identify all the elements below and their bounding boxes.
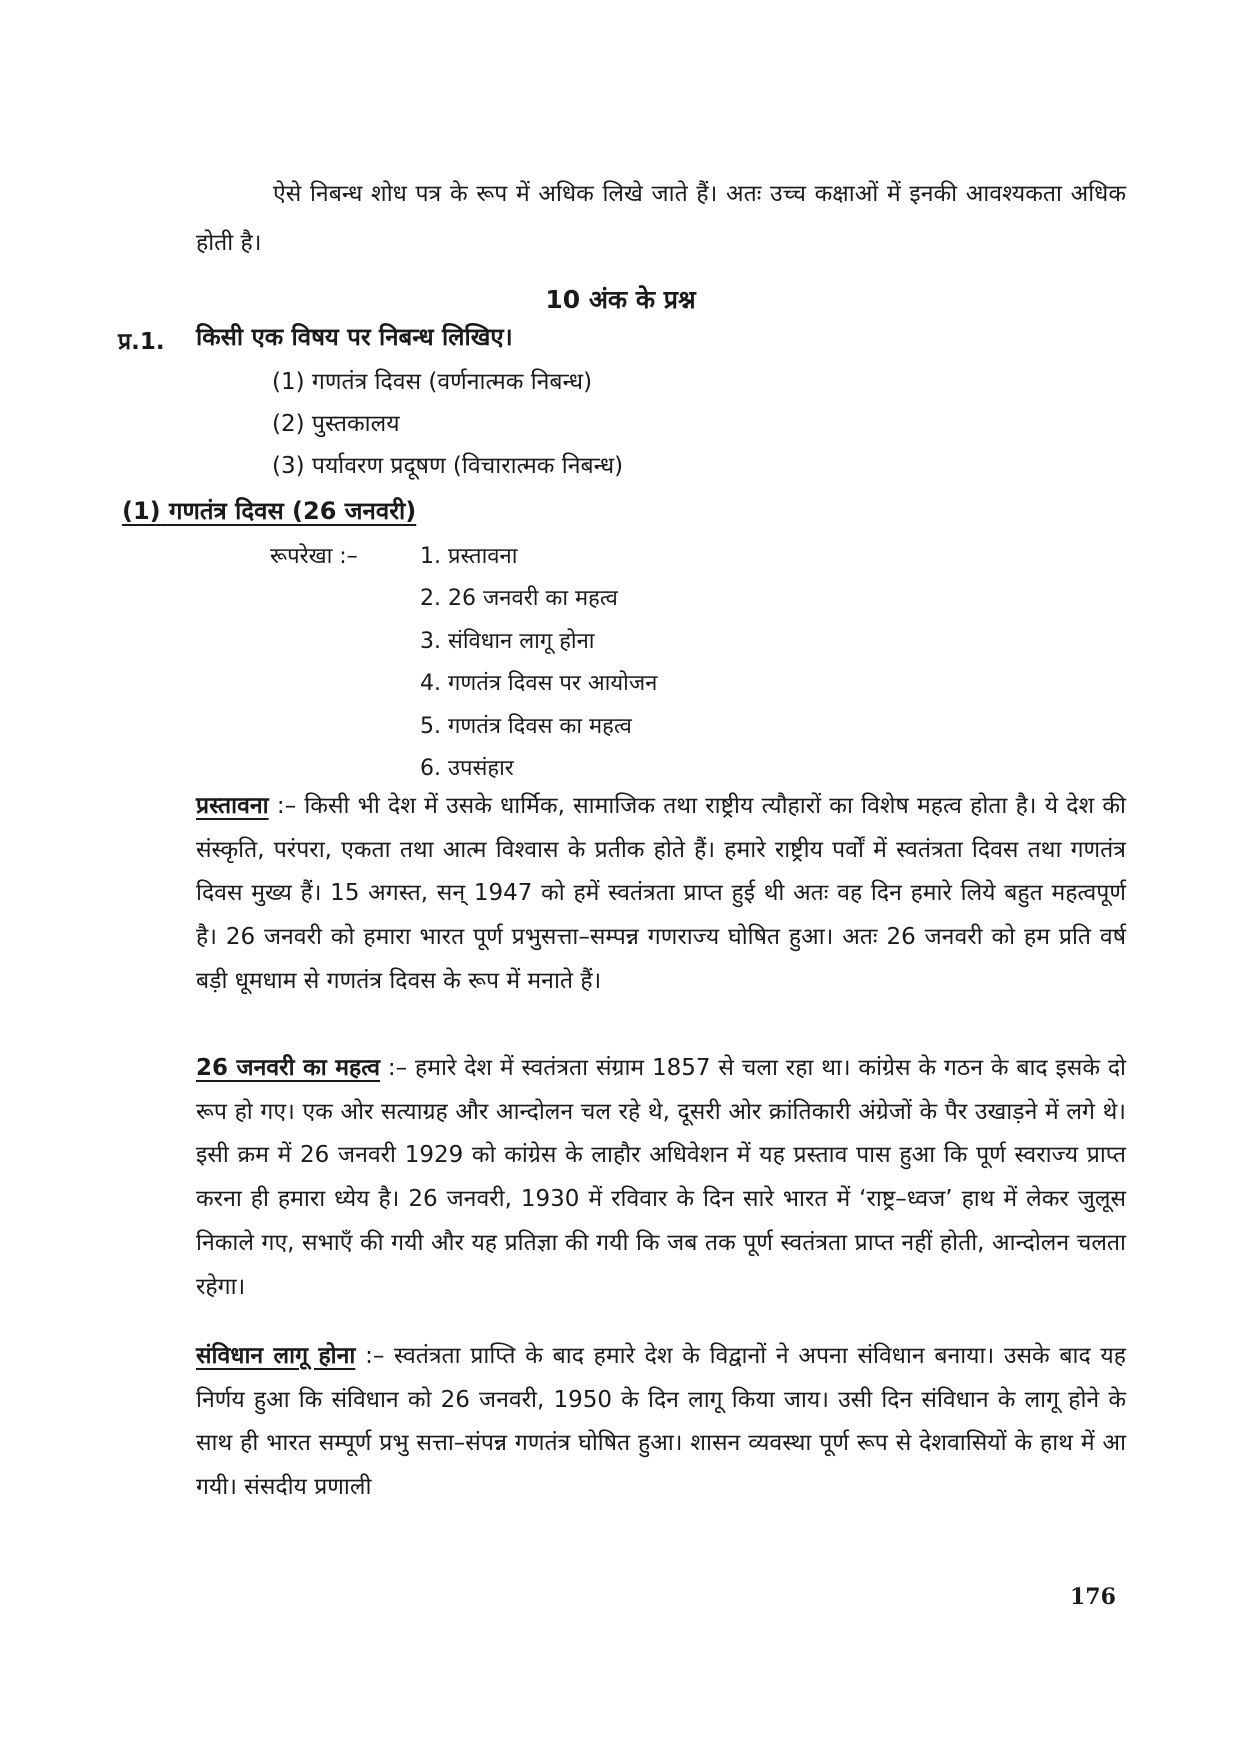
question-number: प्र.1. [118, 329, 165, 355]
essay-paragraph [196, 1047, 1126, 1309]
paragraph-heading: प्रस्तावना [196, 793, 269, 819]
essay-paragraph [196, 1335, 1126, 1510]
paragraph-text: :– स्वतंत्रता प्राप्ति के बाद हमारे देश के विद्वानों ने अपना संविधान बनाया। उसके बाद यह निर्णय हुआ कि संविधान को 26 जनवरी, 1950 के दिन लागू किया जाय। उसी दिन संविधान के लागू होने के साथ ही भारत सम्पूर्ण प्रभु सत्ता–संपन्न गणतंत्र घोषित हुआ। शासन व्यवस्था पूर्ण रूप से देशवासियों के हाथ में आ गयी। संसदीय प्रणाली [196, 1343, 1126, 1501]
essay-paragraph [196, 785, 1126, 1004]
outline-item: 6. उपसंहार [420, 756, 514, 781]
question-text: किसी एक विषय पर निबन्ध लिखिए। [196, 323, 513, 351]
topic-item: (2) पुस्तकालय [272, 411, 400, 437]
intro-paragraph: ऐसे निबन्ध शोध पत्र के रूप में अधिक लिखे जाते हैं। अतः उच्च कक्षाओं में इनकी आवश्यकता अधिक होती है। [196, 181, 1126, 256]
outline-item: 3. संविधान लागू होना [420, 629, 595, 654]
topic-item: (1) गणतंत्र दिवस (वर्णनात्मक निबन्ध) [272, 369, 593, 395]
paragraph-text: :– हमारे देश में स्वतंत्रता संग्राम 1857 से चला रहा था। कांग्रेस के गठन के बाद इसके दो रूप हो गए। एक ओर सत्याग्रह और आन्दोलन चल रहे थे, दूसरी ओर क्रांतिकारी अंग्रेजों के पैर उखाड़ने में लगे थे। इसी क्रम में 26 जनवरी 1929 को कांग्रेस के लाहौर अधिवेशन में यह प्रस्ताव पास हुआ कि पूर्ण स्वराज्य प्राप्त करना ही हमारा ध्येय है। 26 जनवरी, 1930 में रविवार के दिन सारे भारत में ‘राष्ट्र–ध्वज’ हाथ में लेकर जुलूस निकाले गए, सभाएँ की गयी और यह प्रतिज्ञा की गयी कि जब तक पूर्ण स्वतंत्रता प्राप्त नहीं होती, आन्दोलन चलता रहेगा। [196, 1055, 1127, 1300]
outline-item: 2. 26 जनवरी का महत्व [420, 586, 618, 611]
essay-title-text: गणतंत्र दिवस (26 जनवरी) [169, 497, 417, 525]
outline-item: 1. प्रस्तावना [420, 544, 518, 569]
outline-label: रूपरेखा :– [270, 544, 358, 569]
page-number: 176 [1070, 1584, 1116, 1610]
essay-number: (1) [122, 497, 161, 525]
section-heading: 10 अंक के प्रश्न [545, 285, 696, 314]
paragraph-text: :– किसी भी देश में उसके धार्मिक, सामाजिक तथा राष्ट्रीय त्यौहारों का विशेष महत्व होता है। ये देश की संस्कृति, परंपरा, एकता तथा आत्म विश्वास के प्रतीक होते हैं। हमारे राष्ट्रीय पर्वों में स्वतंत्रता दिवस तथा गणतंत्र दिवस मुख्य हैं। 15 अगस्त, सन् 1947 को हमें स्वतंत्रता प्राप्त हुई थी अतः वह दिन हमारे लिये बहुत महत्वपूर्ण है। 26 जनवरी को हमारा भारत पूर्ण प्रभुसत्ता–सम्पन्न गणराज्य घोषित हुआ। अतः 26 जनवरी को हम प्रति वर्ष बड़ी धूमधाम से गणतंत्र दिवस के रूप में मनाते हैं। [196, 793, 1126, 994]
essay-title [122, 494, 416, 527]
topic-item: (3) पर्यावरण प्रदूषण (विचारात्मक निबन्ध) [272, 453, 624, 479]
outline-item: 5. गणतंत्र दिवस का महत्व [420, 714, 632, 739]
paragraph-heading: 26 जनवरी का महत्व [196, 1055, 381, 1081]
outline-item: 4. गणतंत्र दिवस पर आयोजन [420, 671, 658, 696]
paragraph-heading: संविधान लागू होना [196, 1343, 356, 1369]
